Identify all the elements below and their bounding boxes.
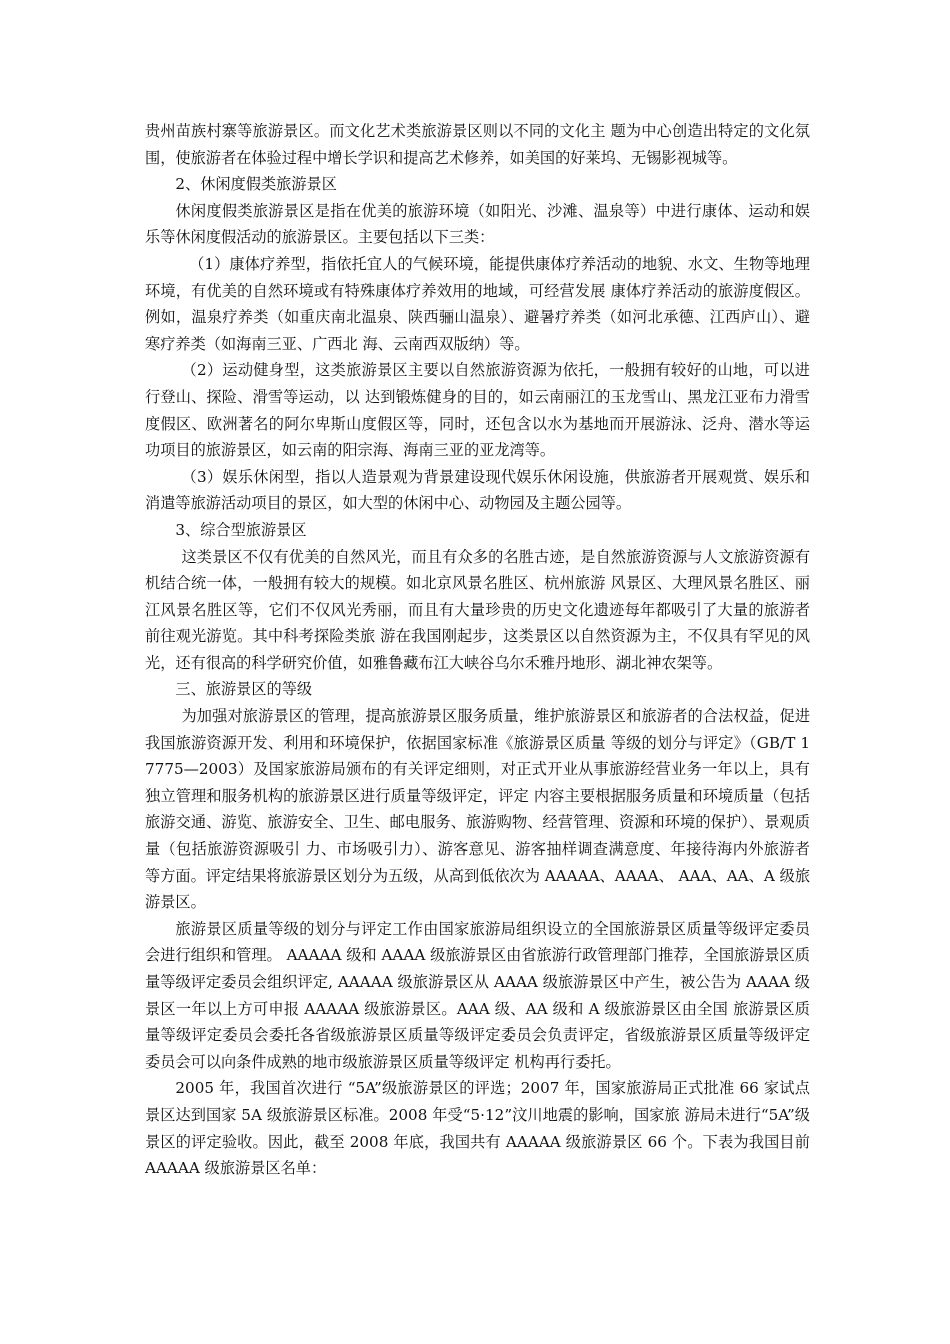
paragraph-health-recuperation: （1）康体疗养型，指依托宜人的气候环境，能提供康体疗养活动的地貌、水文、生物等地理环境，有优美的自然环境或有特殊康体疗养效用的地域，可经营发展 康体疗养活动的旅游度假区。例如，温泉疗养类（如重庆南北温泉、陕西骊山温泉）、避暑疗养类（如河北承德、江西庐山）、避寒疗养类（如海南三亚、广西北 海、云南西双版纳）等。 bbox=[145, 254, 810, 353]
paragraph-leisure-definition: 休闲度假类旅游景区是指在优美的旅游环境（如阳光、沙滩、温泉等）中进行康体、运动和娱乐等休闲度假活动的旅游景区。主要包括以下三类： bbox=[145, 201, 810, 247]
paragraph-5a-history: 2005 年，我国首次进行 “5A”级旅游景区的评选；2007 年，国家旅游局正式批准 66 家试点景区达到国家 5A 级旅游景区标准。2008 年受“5·12”汶川地震的影响，国家旅 游局未进行“5A”级景区的评定验收。因此，截至 2008 年底，我国共有 AAAAA 级旅游景区 66 个。下表为我国目前 AAAAA 级旅游景区名单： bbox=[145, 1079, 810, 1178]
paragraph-sports-fitness: （2）运动健身型，这类旅游景区主要以自然旅游资源为依托，一般拥有较好的山地，可以进行登山、探险、滑雪等运动，以 达到锻炼健身的目的，如云南丽江的玉龙雪山、黑龙江亚布力滑雪度假区、欧洲著名的阿尔卑斯山度假区等，同时，还包含以水为基地而开展游泳、泛舟、潜水等运 功项目的旅游景区，如云南的阳宗海、海南三亚的亚龙湾等。 bbox=[145, 361, 810, 460]
document-body bbox=[145, 118, 810, 1182]
paragraph-cultural-art: 贵州苗族村寨等旅游景区。而文化艺术类旅游景区则以不同的文化主 题为中心创造出特定的文化氛围，使旅游者在体验过程中增长学识和提高艺术修养，如美国的好莱坞、无锡影视城等。 bbox=[145, 122, 810, 167]
paragraph-comprehensive: 这类景区不仅有优美的自然风光，而且有众多的名胜古迹，是自然旅游资源与人文旅游资源有机结合统一体，一般拥有较大的规模。如北京风景名胜区、杭州旅游 风景区、大理风景名胜区、丽江风景名胜区等，它们不仅风光秀丽，而且有大量珍贵的历史文化遗迹每年都吸引了大量的旅游者前往观光游览。其中科考探险类旅 游在我国刚起步，这类景区以自然资源为主，不仅具有罕见的风光，还有很高的科学研究价值，如雅鲁藏布江大峡谷乌尔禾雅丹地形、湖北神农架等。 bbox=[145, 547, 810, 672]
heading-leisure-resort: 2、休闲度假类旅游景区 bbox=[175, 175, 337, 194]
paragraph-grade-evaluation: 为加强对旅游景区的管理，提高旅游景区服务质量，维护旅游景区和旅游者的合法权益，促进我国旅游资源开发、利用和环境保护，依据国家标准《旅游景区质量 等级的划分与评定》（GB/T 17775—2003）及国家旅游局颁布的有关评定细则，对正式开业从事旅游经营业务一年以上，具有独立管理和服务机构的旅游景区进行质量等级评定，评定 内容主要根据服务质量和环境质量（包括旅游交通、游览、旅游安全、卫生、邮电服务、旅游购物、经营管理、资源和环境的保护）、景观质量（包括旅游资源吸引 力、市场吸引力）、游客意见、游客抽样调查满意度、年接待海内外旅游者等方面。评定结果将旅游景区划分为五级，从高到低依次为 AAAAA、AAAA、 AAA、AA、A 级旅游景区。 bbox=[145, 707, 811, 912]
heading-scenic-grade: 三、旅游景区的等级 bbox=[175, 680, 313, 699]
paragraph-grade-committee: 旅游景区质量等级的划分与评定工作由国家旅游局组织设立的全国旅游景区质量等级评定委员会进行组织和管理。 AAAAA 级和 AAAA 级旅游景区由省旅游行政管理部门推荐，全国旅游景区质量等级评定委员会组织评定, AAAAA 级旅游景区从 AAAA 级旅游景区中产生，被公告为 AAAA 级景区一年以上方可申报 AAAAA 级旅游景区。AAA 级、AA 级和 A 级旅游景区由全国 旅游景区质量等级评定委员会委托各省级旅游景区质量等级评定委员会负责评定，省级旅游景区质量等级评定委员会可以向条件成熟的地市级旅游景区质量等级评定 机构再行委托。 bbox=[145, 919, 810, 1071]
heading-comprehensive: 3、综合型旅游景区 bbox=[175, 520, 307, 539]
paragraph-entertainment-leisure: （3）娱乐休闲型，指以人造景观为背景建设现代娱乐休闲设施，供旅游者开展观赏、娱乐和消遣等旅游活动项目的景区，如大型的休闲中心、动物园及主题公园等。 bbox=[145, 467, 810, 513]
